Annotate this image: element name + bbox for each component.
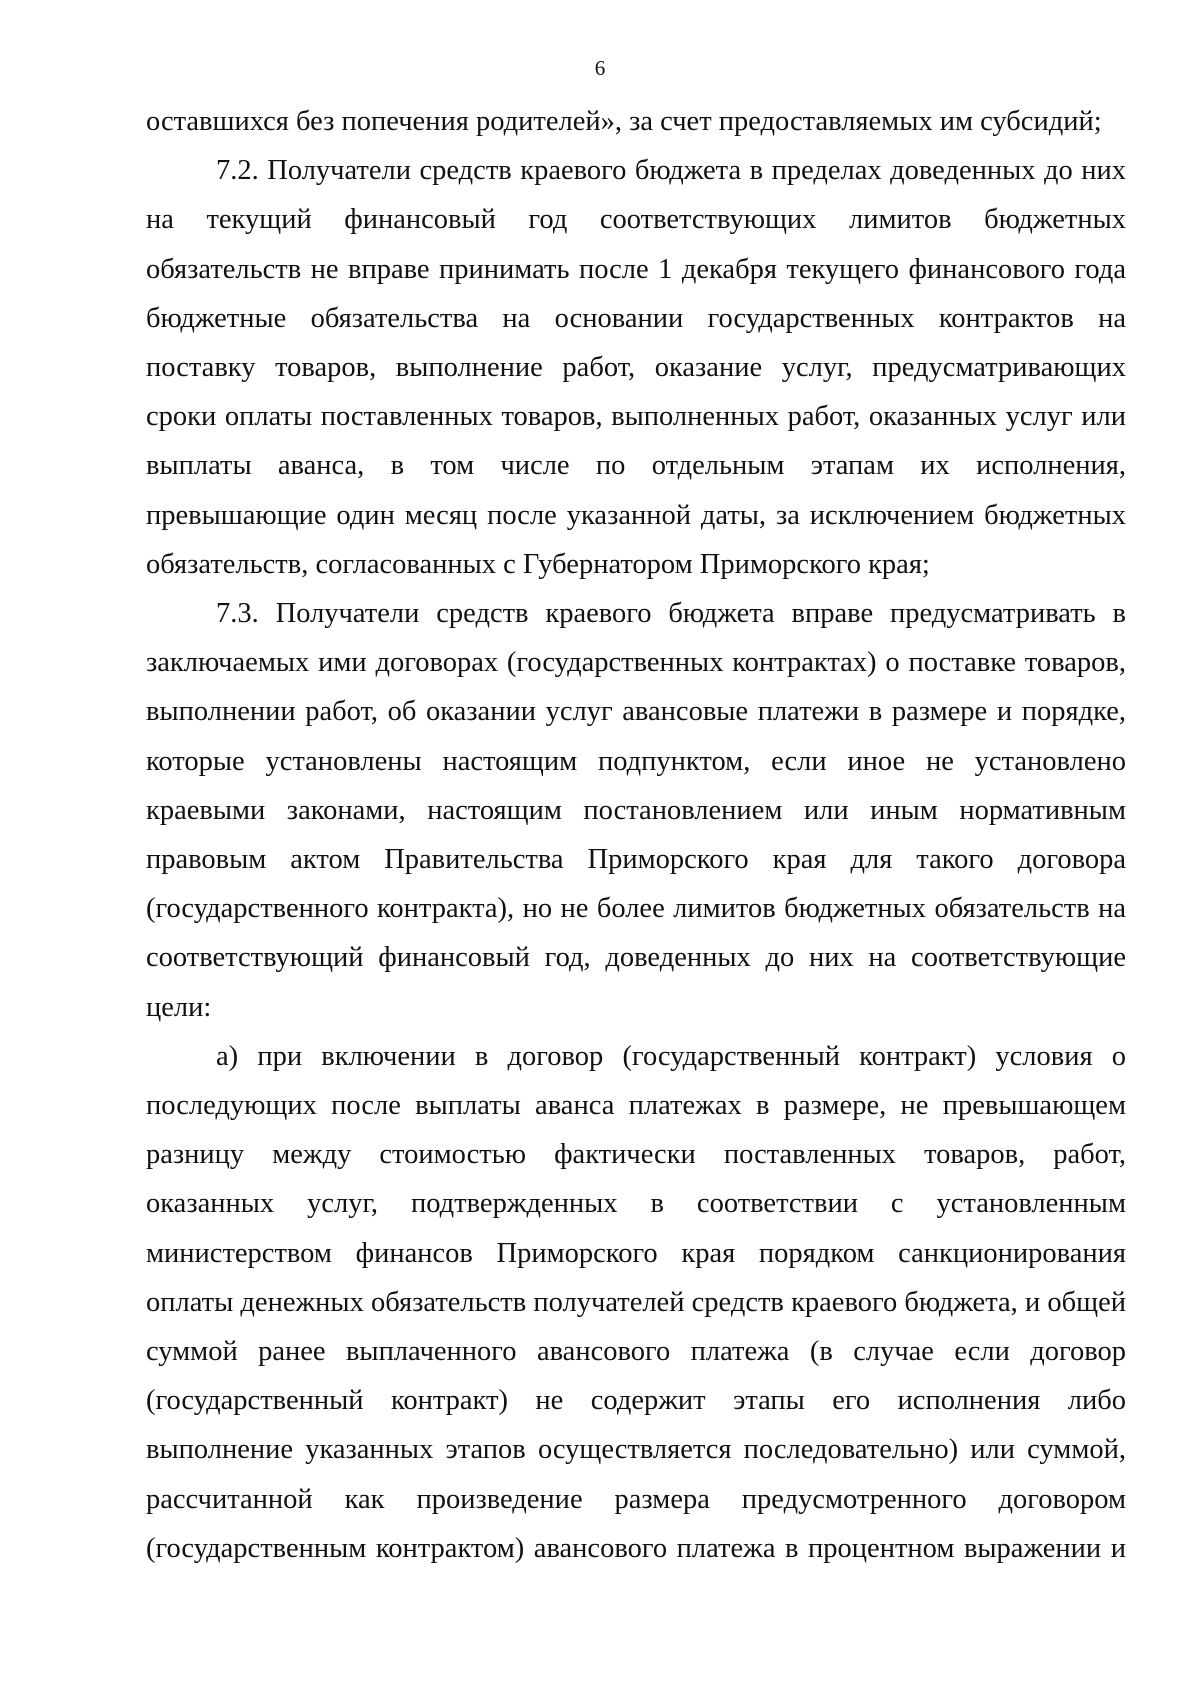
paragraph-7-3: 7.3. Получатели средств краевого бюджета вправе предусматривать в заключаемых ими договорах (государственных контрактах) о поставке товаров, выполнении работ, об оказании услуг авансовые платежи в размере и порядке, которые установлены настоящим подпунктом, если иное не установлено краевыми законами, настоящим постановлением или иным нормативным правовым актом Правительства Приморского края для такого договора (государственного контракта), но не более лимитов бюджетных обязательств на соответствующий финансовый год, доведенных до них на соответствующие цели: [146, 598, 1126, 1023]
document-body [146, 97, 1126, 1573]
paragraph-continuation: оставшихся без попечения родителей», за счет предоставляемых им субсидий; [146, 106, 1102, 137]
paragraph-7-2: 7.2. Получатели средств краевого бюджета в пределах доведенных до них на текущий финансовый год соответствующих лимитов бюджетных обязательств не вправе принимать после 1 декабря текущего финансового года бюджетные обязательства на основании государственных контрактов на поставку товаров, выполнение работ, оказание услуг, предусматривающих сроки оплаты поставленных товаров, выполненных работ, оказанных услуг или выплаты аванса, в том числе по отдельным этапам их исполнения, превышающие один месяц после указанной даты, за исключением бюджетных обязательств, согласованных с Губернатором Приморского края; [146, 155, 1126, 580]
paragraph-subitem-a: а) при включении в договор (государственный контракт) условия о последующих после выплаты аванса платежах в размере, не превышающем разницу между стоимостью фактически поставленных товаров, работ, оказанных услуг, подтвержденных в соответствии с установленным министерством финансов Приморского края порядком санкционирования оплаты денежных обязательств получателей средств краевого бюджета, и общей суммой ранее выплаченного авансового платежа (в случае если договор (государственный контракт) не содержит этапы его исполнения либо выполнение указанных этапов осуществляется последовательно) или суммой, рассчитанной как произведение размера предусмотренного договором (государственным контрактом) авансового платежа в процентном выражении и [146, 1040, 1126, 1564]
page-number: 6 [594, 56, 606, 80]
